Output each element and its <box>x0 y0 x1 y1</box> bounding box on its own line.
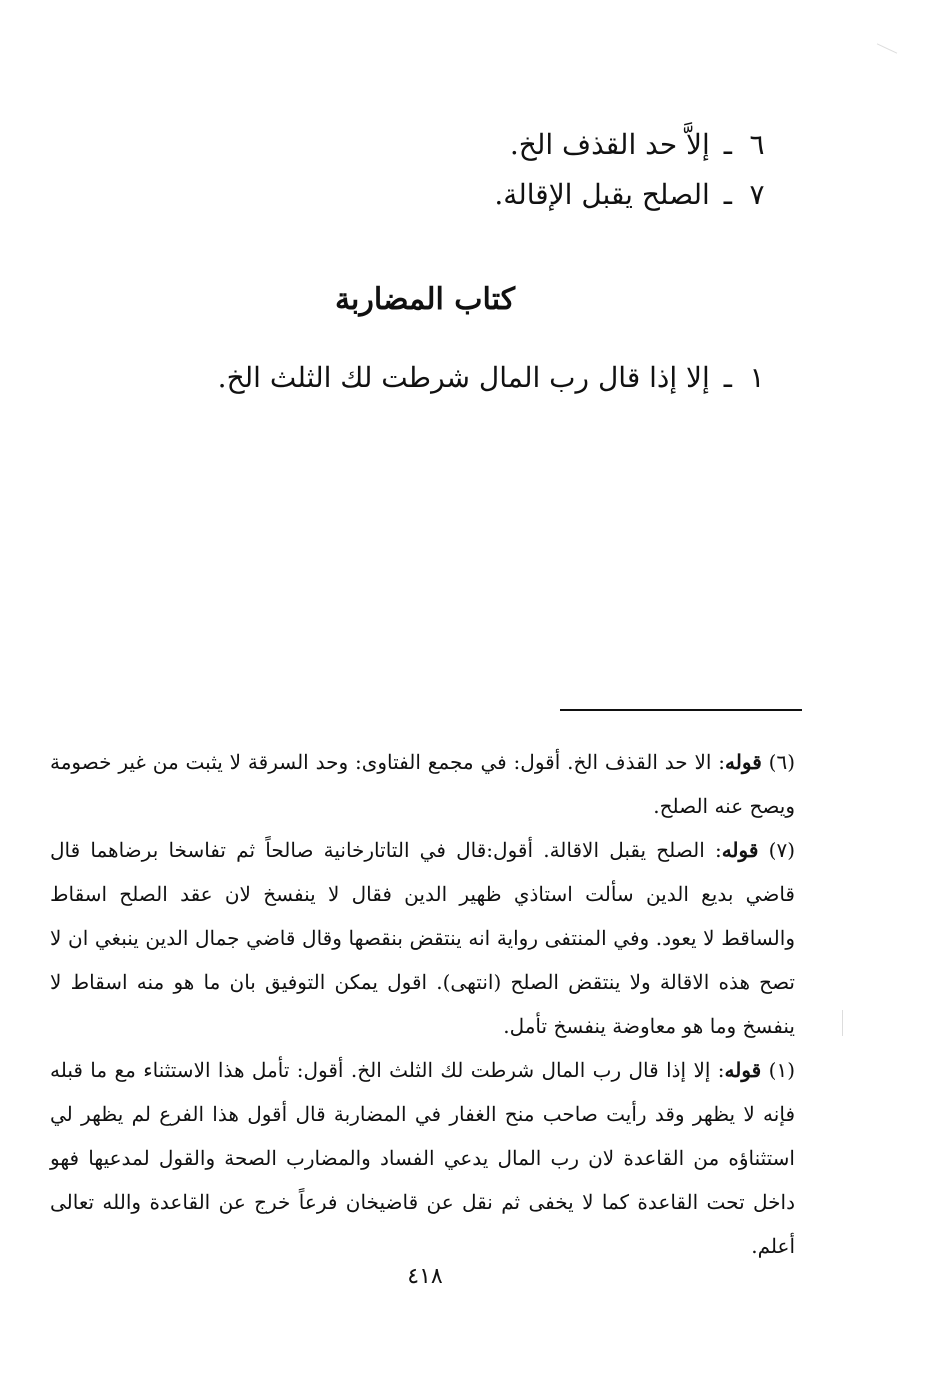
item-number: ٧ <box>749 178 765 211</box>
footnote-ref: (٧) <box>768 838 795 862</box>
item-dash: ـ <box>723 361 732 394</box>
footnote-7 <box>50 828 795 1048</box>
scan-speck <box>877 43 897 53</box>
footnote-keyword: قوله <box>721 838 759 862</box>
footnote-ref: (٦) <box>768 750 795 774</box>
footnote-ref: (١) <box>768 1058 795 1082</box>
footnote-keyword: قوله <box>725 750 762 774</box>
footnote-text: : الصلح يقبل الاقالة. أقول:قال في التاتارخانية صالحاً ثم تفاسخا برضاهما قال قاضي بديع الدين سألت استاذي ظهير الدين فقال لا ينفسخ لان عقد الصلح اسقاط والساقط لا يعود. وفي المنتفى رواية انه ينتقض بنقصها وقال قاضي جمال الدين ينبغي ان لا تصح هذه الاقالة ولا ينتقض الصلح (انتهى). اقول يمكن التوفيق بان ما هو منه اسقاط لا ينفسخ وما هو معاوضة ينفسخ تأمل. <box>50 838 795 1038</box>
footnote-6 <box>50 740 795 828</box>
item-text: إلاَّ حد القذف الخ. <box>509 128 710 161</box>
section-item-1 <box>168 358 768 398</box>
section-title: كتاب المضاربة <box>334 282 516 317</box>
footnote-keyword: قوله <box>724 1058 762 1082</box>
page-number: ٤١٨ <box>407 1264 443 1289</box>
main-item-6 <box>168 125 768 165</box>
footnote-1 <box>50 1048 795 1268</box>
item-text: الصلح يقبل الإقالة. <box>494 178 710 211</box>
footnote-text: : الا حد القذف الخ. أقول: في مجمع الفتاوى: وحد السرقة لا يثبت من غير خصومة ويصح عنه الصلح. <box>50 750 795 818</box>
item-text: إلا إذا قال رب المال شرطت لك الثلث الخ. <box>217 361 710 394</box>
footnotes <box>50 740 795 1268</box>
footnote-separator <box>560 709 802 711</box>
item-dash: ـ <box>723 178 732 211</box>
item-number: ١ <box>749 361 765 394</box>
scan-speck <box>842 1010 843 1036</box>
footnote-text: : إلا إذا قال رب المال شرطت لك الثلث الخ. أقول: تأمل هذا الاستثناء مع ما قبله فإنه لا يظهر وقد رأيت صاحب منح الغفار في المضاربة قال أقول هذا الفرع لم يظهر لي استثناؤه من القاعدة لان رب المال يدعي الفساد والمضارب الصحة والقول لمدعيها فهو داخل تحت القاعدة كما لا يخفى ثم نقل عن قاضيخان فرعاً خرج عن القاعدة والله تعالى أعلم. <box>50 1058 795 1258</box>
item-dash: ـ <box>723 128 732 161</box>
main-item-7 <box>168 175 768 215</box>
item-number: ٦ <box>749 128 765 161</box>
